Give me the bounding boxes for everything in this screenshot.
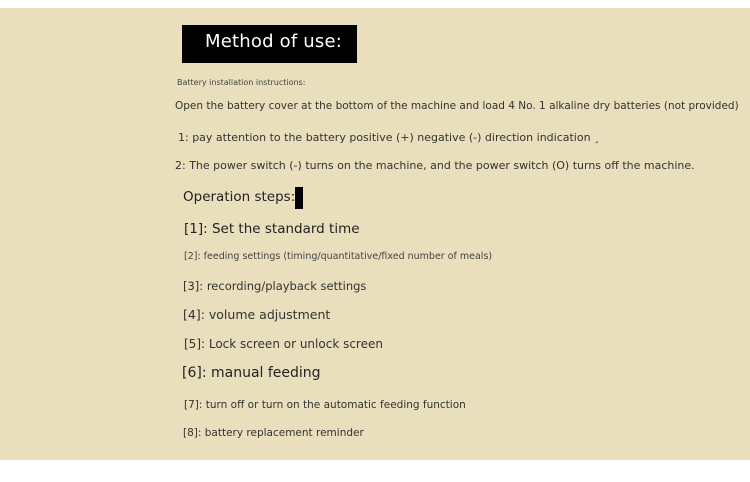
- step-7-automatic-feeding-toggle: [7]: turn off or turn on the automatic feeding function: [184, 399, 466, 411]
- operation-steps-heading: Operation steps:: [183, 189, 296, 205]
- page-title: Method of use:: [205, 31, 343, 52]
- step-8-battery-reminder: [8]: battery replacement reminder: [183, 427, 364, 439]
- text-cursor-block: [295, 187, 303, 209]
- title-box-notch: [182, 23, 200, 25]
- step-1-set-time: [1]: Set the standard time: [184, 221, 360, 237]
- battery-polarity-note: 1: pay attention to the battery positive (+) negative (-) direction indication ¸: [178, 131, 600, 144]
- power-switch-note: 2: The power switch (-) turns on the machine, and the power switch (O) turns off the machine.: [175, 159, 695, 172]
- battery-open-cover-text: Open the battery cover at the bottom of the machine and load 4 No. 1 alkaline dry batteries (not provided): [175, 100, 739, 112]
- step-2-feeding-settings: [2]: feeding settings (timing/quantitative/fixed number of meals): [184, 251, 493, 262]
- instruction-panel: [0, 8, 750, 460]
- step-5-lock-screen: [5]: Lock screen or unlock screen: [184, 337, 383, 351]
- battery-instructions-heading: Battery installation instructions:: [177, 78, 306, 87]
- step-3-recording-playback: [3]: recording/playback settings: [183, 279, 367, 293]
- step-6-manual-feeding: [6]: manual feeding: [182, 365, 321, 381]
- step-4-volume-adjustment: [4]: volume adjustment: [183, 307, 331, 322]
